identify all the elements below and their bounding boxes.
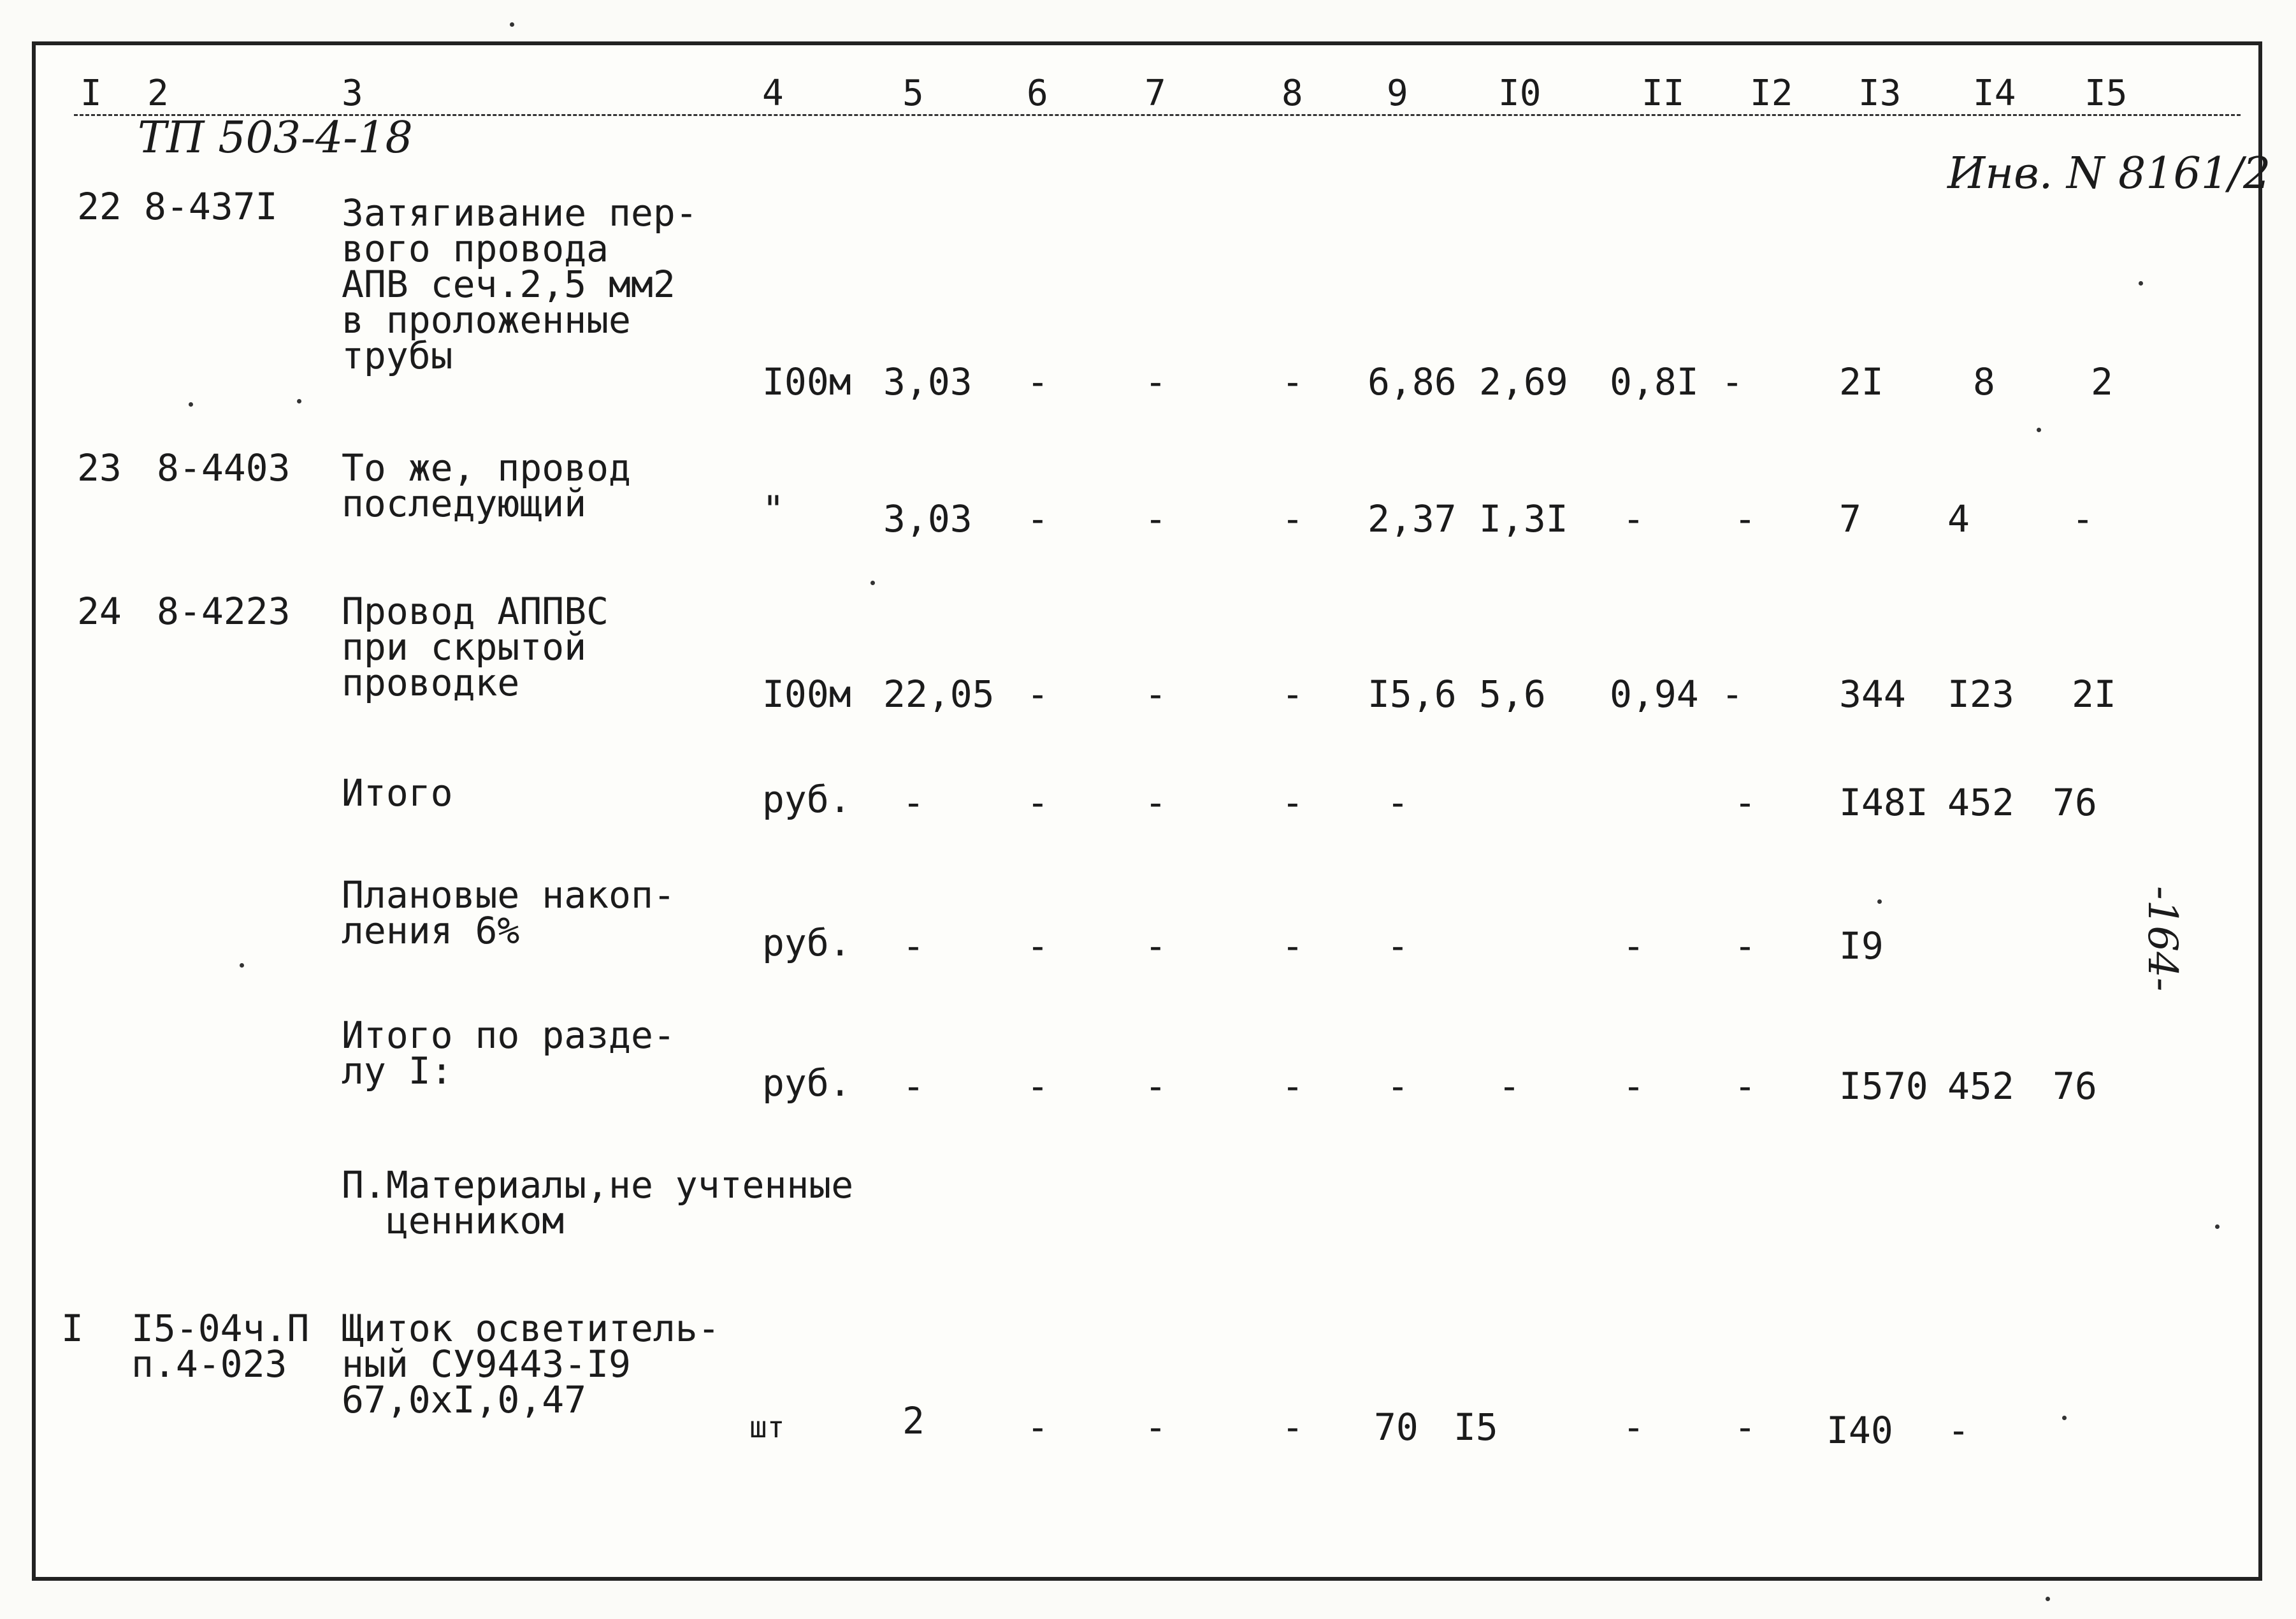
col-num-10: I0 <box>1498 73 1541 114</box>
cell-12: - <box>1734 924 1756 968</box>
col-num-4: 4 <box>762 73 784 114</box>
cell-9: - <box>1387 924 1409 968</box>
col-num-8: 8 <box>1282 73 1303 114</box>
row-number: 24 <box>77 590 122 633</box>
col-num-15: I5 <box>2084 73 2128 114</box>
cell-13: 7 <box>1839 497 1861 541</box>
cell-14: 452 <box>1947 1064 2014 1108</box>
cell-15: 76 <box>2053 781 2097 824</box>
cell-15: 2I <box>2072 672 2116 716</box>
scan-speck <box>2037 428 2041 432</box>
col-num-11: II <box>1642 73 1685 114</box>
scan-speck <box>510 22 514 27</box>
cell-13: I570 <box>1839 1064 1928 1108</box>
cell-14: 452 <box>1947 781 2014 824</box>
cell-9: I5,6 <box>1368 672 1457 716</box>
row-unit: руб. <box>762 1061 851 1105</box>
row-number: 22 <box>77 185 122 228</box>
scan-speck <box>297 399 301 403</box>
cell-15: 76 <box>2053 1064 2097 1108</box>
cell-8: - <box>1282 924 1304 968</box>
cell-5: - <box>902 924 925 968</box>
scan-speck <box>189 402 193 407</box>
page-number: -164- <box>2139 886 2186 992</box>
row-unit: I00м <box>762 360 851 403</box>
cell-8: - <box>1282 497 1304 541</box>
cell-5: - <box>902 1064 925 1108</box>
cell-15: 2 <box>2091 360 2113 403</box>
cell-12: - <box>1734 1064 1756 1108</box>
col-num-13: I3 <box>1858 73 1902 114</box>
cell-5: 2 <box>902 1399 925 1442</box>
cell-7: - <box>1144 497 1167 541</box>
cell-10: 2,69 <box>1479 360 1568 403</box>
cell-12: - <box>1721 672 1744 716</box>
scan-speck <box>240 963 244 968</box>
document-sheet <box>32 41 2271 1581</box>
cell-8: - <box>1282 672 1304 716</box>
cell-5: 3,03 <box>883 497 972 541</box>
cell-7: - <box>1144 781 1167 824</box>
cell-10: 5,6 <box>1479 672 1546 716</box>
cell-8: - <box>1282 1405 1304 1449</box>
cell-6: - <box>1027 1405 1049 1449</box>
cell-12: - <box>1734 781 1756 824</box>
cell-10: I5 <box>1454 1405 1498 1449</box>
cell-9: - <box>1387 1064 1409 1108</box>
scan-speck <box>2046 1597 2050 1601</box>
row-code: I5-04ч.П п.4-023 <box>131 1307 310 1386</box>
cell-13: I9 <box>1839 924 1884 968</box>
row-code: 8-4403 <box>157 446 291 490</box>
cell-8: - <box>1282 360 1304 403</box>
cell-11: 0,8I <box>1610 360 1699 403</box>
cell-15: - <box>2072 497 2094 541</box>
cell-5: 22,05 <box>883 672 995 716</box>
row-unit: " <box>762 488 784 531</box>
cell-12: - <box>1734 1405 1756 1449</box>
project-code: ТП 503-4-18 <box>138 113 413 163</box>
cell-7: - <box>1144 360 1167 403</box>
cell-8: - <box>1282 1064 1304 1108</box>
cell-5: 3,03 <box>883 360 972 403</box>
cell-7: - <box>1144 1064 1167 1108</box>
col-num-7: 7 <box>1144 73 1166 114</box>
cell-12: - <box>1721 360 1744 403</box>
col-num-3: 3 <box>342 73 363 114</box>
cell-13: I40 <box>1826 1409 1893 1452</box>
cell-10: - <box>1498 1064 1520 1108</box>
cell-6: - <box>1027 781 1049 824</box>
col-num-5: 5 <box>902 73 924 114</box>
row-description: Провод АППВС при скрытой проводке <box>342 590 609 704</box>
row-unit: шт <box>749 1410 785 1444</box>
row-description: Затягивание пер- вого провода АПВ сеч.2,5 мм2 в проложенные трубы <box>342 191 698 377</box>
cell-11: - <box>1622 1064 1645 1108</box>
row-code: 8-437I <box>144 185 278 228</box>
row-number: I <box>61 1307 83 1350</box>
cell-6: - <box>1027 672 1049 716</box>
row-description: Итого <box>342 771 453 815</box>
cell-14: 4 <box>1947 497 1970 541</box>
cell-13: 2I <box>1839 360 1884 403</box>
row-unit: руб. <box>762 921 851 964</box>
cell-11: - <box>1622 924 1645 968</box>
row-description: Итого по разде- лу I: <box>342 1013 675 1093</box>
col-num-9: 9 <box>1387 73 1408 114</box>
cell-9: 6,86 <box>1368 360 1457 403</box>
cell-9: 2,37 <box>1368 497 1457 541</box>
cell-7: - <box>1144 1405 1167 1449</box>
col-num-14: I4 <box>1973 73 2016 114</box>
col-num-6: 6 <box>1027 73 1048 114</box>
section-heading: П.Материалы,не учтенные ценником <box>342 1163 854 1242</box>
col-num-2: 2 <box>147 73 169 114</box>
cell-7: - <box>1144 924 1167 968</box>
scan-speck <box>2062 1416 2067 1420</box>
row-number: 23 <box>77 446 122 490</box>
cell-6: - <box>1027 1064 1049 1108</box>
cell-10: I,3I <box>1479 497 1568 541</box>
cell-12: - <box>1734 497 1756 541</box>
cell-11: - <box>1622 497 1645 541</box>
cell-11: - <box>1622 1405 1645 1449</box>
row-description: То же, провод последующий <box>342 446 631 525</box>
scan-speck <box>870 581 875 585</box>
scan-speck <box>2139 281 2143 286</box>
row-unit: I00м <box>762 672 851 716</box>
cell-11: 0,94 <box>1610 672 1699 716</box>
cell-14: - <box>1947 1409 1970 1452</box>
scan-speck <box>2215 1224 2220 1229</box>
cell-9: 70 <box>1374 1405 1419 1449</box>
cell-6: - <box>1027 360 1049 403</box>
cell-13: 344 <box>1839 672 1906 716</box>
cell-13: I48I <box>1839 781 1928 824</box>
cell-6: - <box>1027 497 1049 541</box>
row-description: Щиток осветитель- ный СУ9443-I9 67,0хI,0,47 <box>342 1307 720 1421</box>
inventory-number: Инв. N 8161/2 <box>1947 149 2271 199</box>
cell-5: - <box>902 781 925 824</box>
cell-8: - <box>1282 781 1304 824</box>
cell-9: - <box>1387 781 1409 824</box>
cell-14: 8 <box>1973 360 1995 403</box>
cell-6: - <box>1027 924 1049 968</box>
cell-7: - <box>1144 672 1167 716</box>
row-unit: руб. <box>762 778 851 821</box>
scan-speck <box>1877 899 1882 904</box>
row-description: Плановые накоп- ления 6% <box>342 873 675 952</box>
row-code: 8-4223 <box>157 590 291 633</box>
cell-14: I23 <box>1947 672 2014 716</box>
col-num-1: I <box>80 73 102 114</box>
col-num-12: I2 <box>1750 73 1793 114</box>
